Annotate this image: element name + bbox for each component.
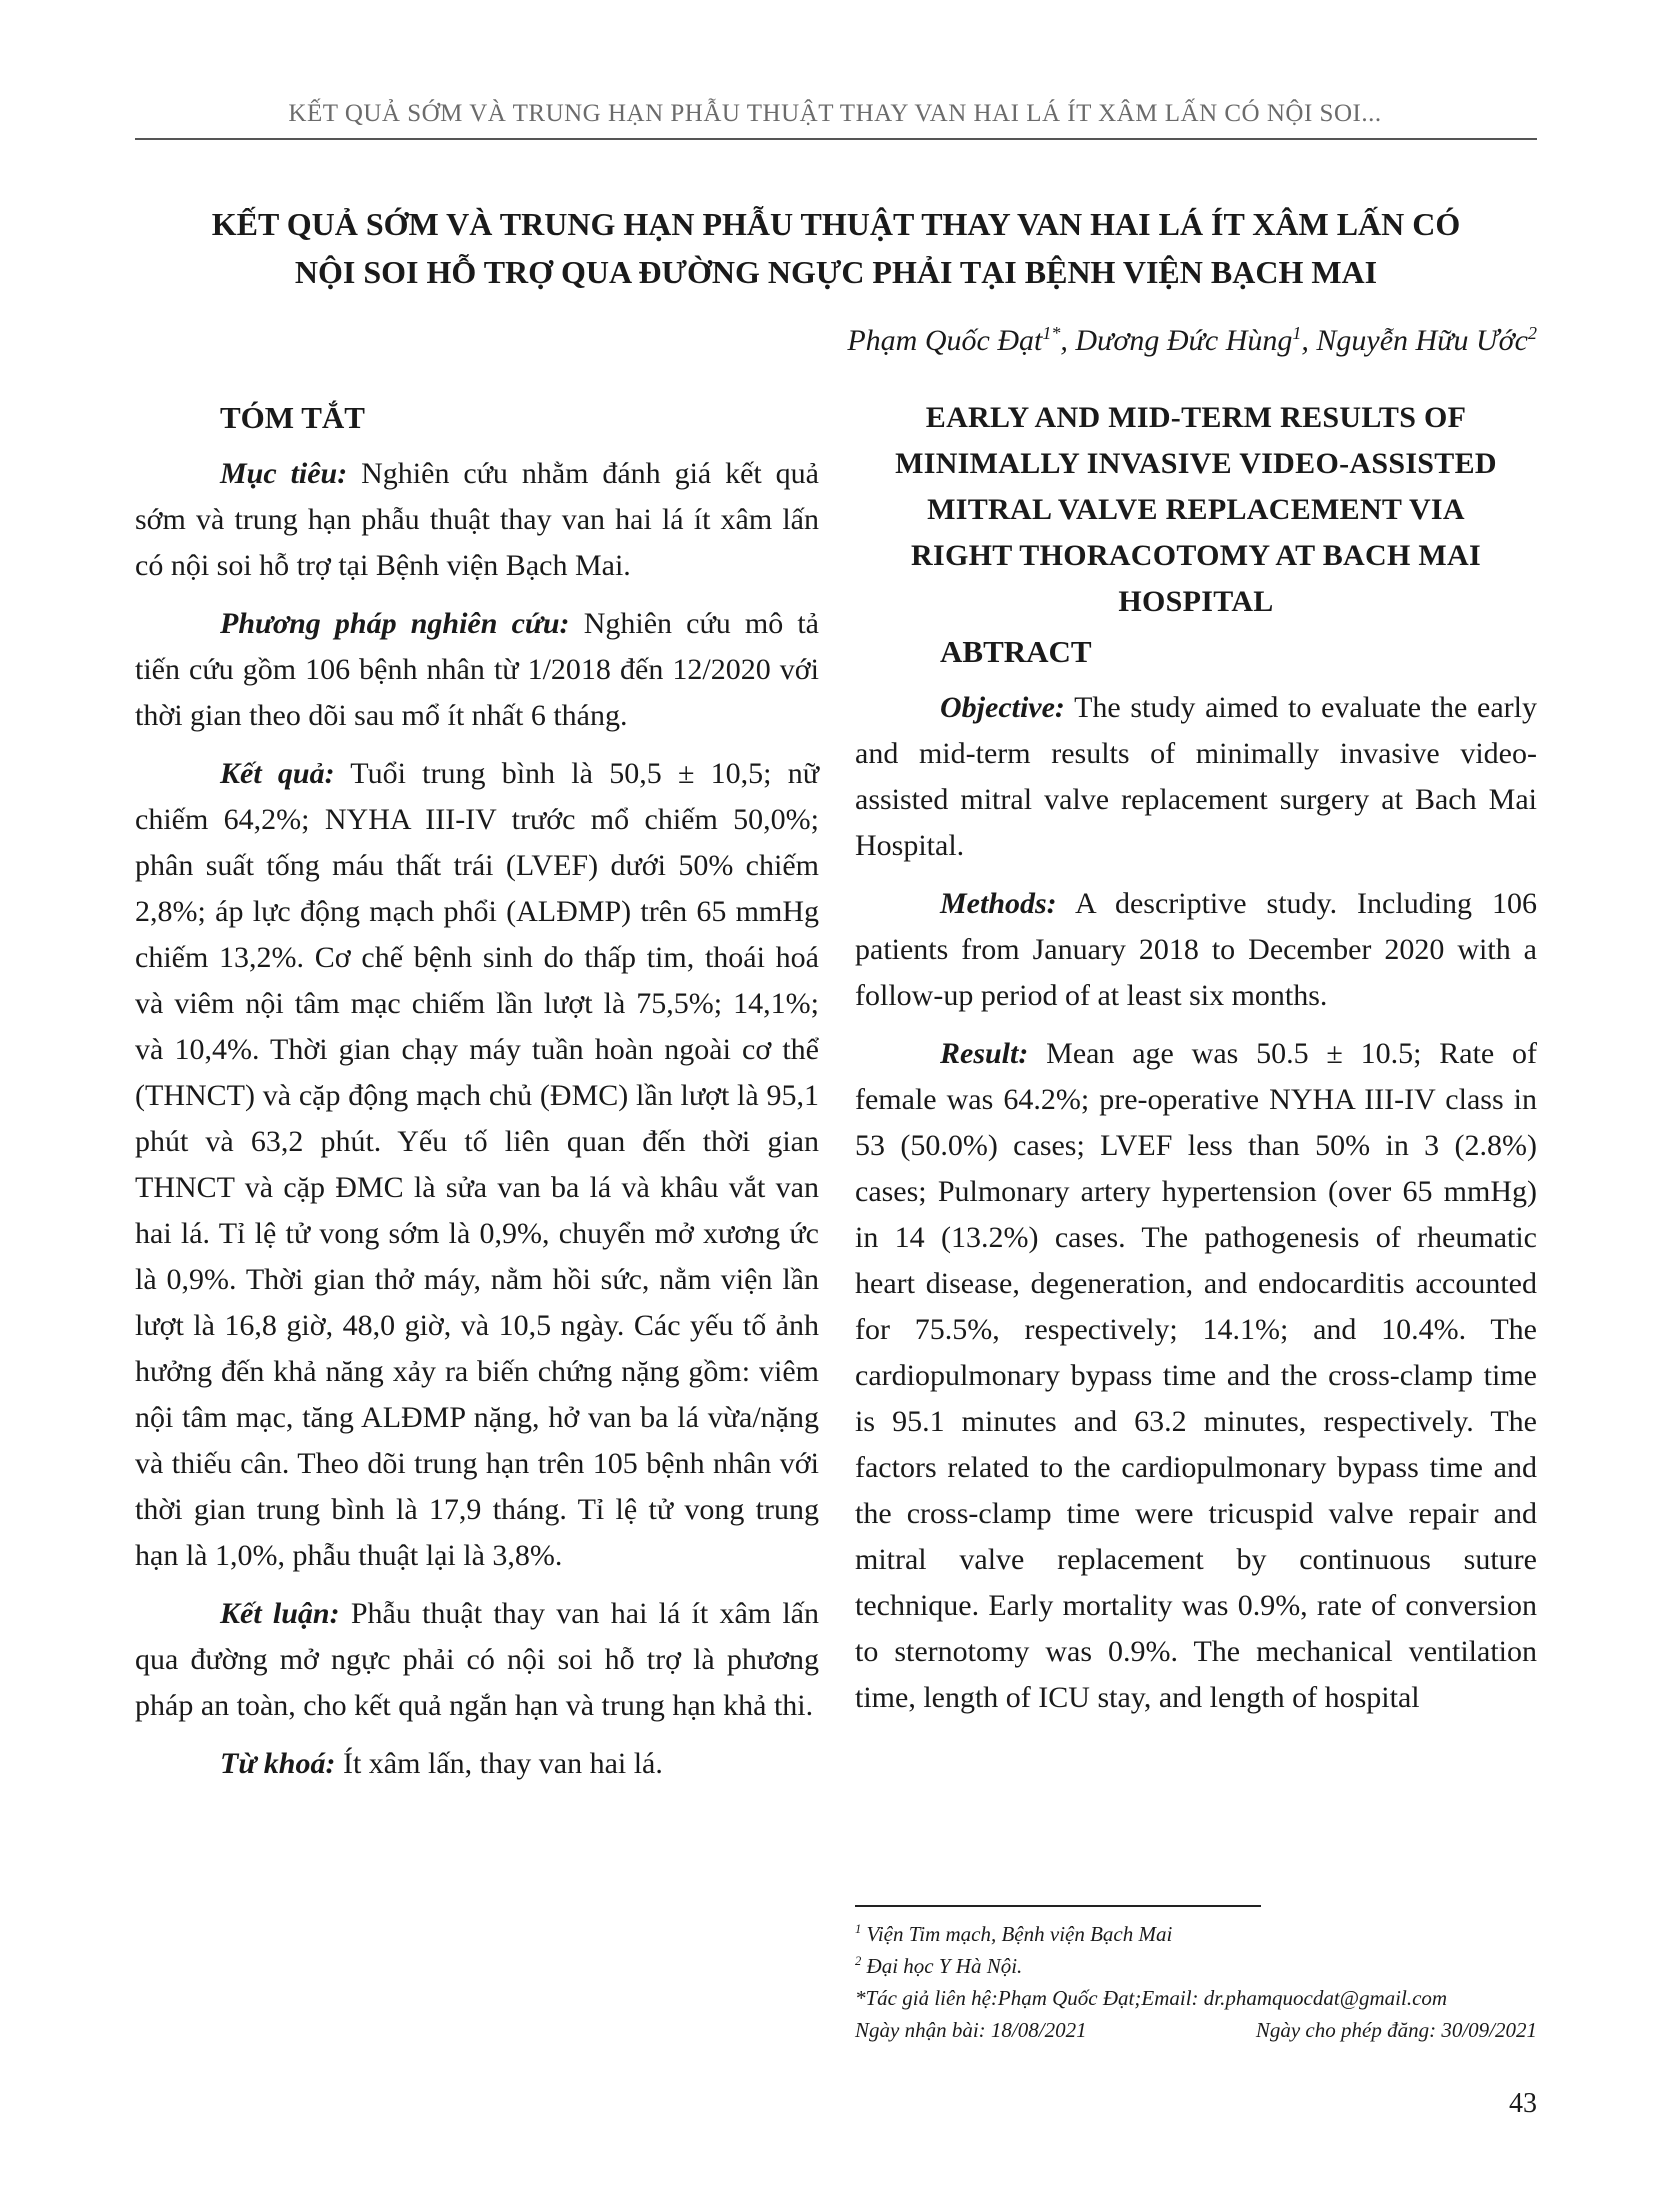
objective-text-en: The study aimed to evaluate the early and mid-term results of minimally invasive video-assisted mitral valve replacement surgery at Bach Mai Hospital. [855, 691, 1537, 862]
methods-text-vi: Nghiên cứu mô tả tiến cứu gồm 106 bệnh nhân từ 1/2018 đến 12/2020 với thời gian theo dõi sau mổ ít nhất 6 tháng. [135, 607, 819, 732]
english-abstract-column [855, 395, 1537, 1733]
vietnamese-abstract-column [135, 395, 819, 1799]
methods-label-en: Methods: [940, 887, 1057, 920]
conclusion-text-vi: Phẫu thuật thay van hai lá ít xâm lấn qua đường mở ngực phải có nội soi hỗ trợ là phương pháp an toàn, cho kết quả ngắn hạn và trung hạn khả thi. [135, 1597, 819, 1722]
received-date: Ngày nhận bài: 18/08/2021 [855, 2018, 1087, 2042]
keywords-paragraph-vi [135, 1741, 819, 1787]
author-2-name: Dương Đức Hùng [1075, 324, 1293, 357]
objective-label-en: Objective: [940, 691, 1065, 724]
footnote-text: Viện Tim mạch, Bệnh viện Bạch Mai [861, 1922, 1173, 1946]
author-list [847, 324, 1537, 358]
english-title-line: RIGHT THORACOTOMY AT BACH MAI [911, 539, 1481, 572]
article-title-line-2: NỘI SOI HỖ TRỢ QUA ĐƯỜNG NGỰC PHẢI TẠI BỆNH VIỆN BẠCH MAI [294, 254, 1378, 290]
results-paragraph-vi [135, 751, 819, 1579]
header-rule [135, 138, 1537, 140]
running-header: KẾT QUẢ SỚM VÀ TRUNG HẠN PHẪU THUẬT THAY VAN HAI LÁ ÍT XÂM LẤN CÓ NỘI SOI... [288, 100, 1382, 127]
methods-paragraph-en [855, 881, 1537, 1019]
abstract-heading-vi: TÓM TẮT [220, 400, 365, 435]
english-title-line: HOSPITAL [1118, 585, 1274, 618]
result-paragraph-en [855, 1031, 1537, 1721]
article-title-line-1: KẾT QUẢ SỚM VÀ TRUNG HẠN PHẪU THUẬT THAY VAN HAI LÁ ÍT XÂM LẤN CÓ [211, 206, 1461, 242]
result-label-en: Result: [940, 1037, 1029, 1070]
results-text-vi: Tuổi trung bình là 50,5 ± 10,5; nữ chiếm 64,2%; NYHA III-IV trước mổ chiếm 50,0%; phân suất tống máu thất trái (LVEF) dưới 50% chiếm 2,8%; áp lực động mạch phổi (ALĐMP) trên 65 mmHg chiếm 13,2%. Cơ chế bệnh sinh do thấp tim, thoái hoá và viêm nội tâm mạc chiếm lần lượt là 75,5%; 14,1%; và 10,4%. Thời gian chạy máy tuần hoàn ngoài cơ thể (THNCT) và cặp động mạch chủ (ĐMC) lần lượt là 95,1 phút và 63,2 phút. Yếu tố liên quan đến thời gian THNCT và cặp ĐMC là sửa van ba lá và khâu vắt van hai lá. Tỉ lệ tử vong sớm là 0,9%, chuyển mở xương ức là 0,9%. Thời gian thở máy, nằm hồi sức, nằm viện lần lượt là 16,8 giờ, 48,0 giờ, và 10,5 ngày. Các yếu tố ảnh hưởng đến khả năng xảy ra biến chứng nặng gồm: viêm nội tâm mạc, tăng ALĐMP nặng, hở van ba lá vừa/nặng và thiếu cân. Theo dõi trung hạn trên 105 bệnh nhân với thời gian trung bình là 17,9 tháng. Tỉ lệ tử vong trung hạn là 1,0%, phẫu thuật lại là 3,8%. [135, 757, 819, 1572]
page-number: 43 [1509, 2088, 1537, 2119]
conclusion-paragraph-vi [135, 1591, 819, 1729]
methods-paragraph-vi [135, 601, 819, 739]
footnote-marker: 1 [855, 1922, 862, 1936]
author-3-name: Nguyễn Hữu Ước [1316, 324, 1528, 357]
footnote-rule [855, 1905, 1261, 1907]
footnote-affiliation-2 [855, 1950, 1545, 1982]
results-label-vi: Kết quả: [220, 757, 335, 790]
keywords-text-vi: Ít xâm lấn, thay van hai lá. [335, 1747, 663, 1780]
objective-text-vi: Nghiên cứu nhằm đánh giá kết quả sớm và trung hạn phẫu thuật thay van hai lá ít xâm lấn có nội soi hỗ trợ tại Bệnh viện Bạch Mai. [135, 457, 819, 582]
author-1-affiliation: 1* [1042, 323, 1061, 343]
footnote-affiliation-1 [855, 1918, 1545, 1950]
article-title [135, 200, 1537, 296]
author-separator: , [1060, 324, 1076, 357]
author-1-name: Phạm Quốc Đạt [847, 324, 1043, 357]
footnote-marker: 2 [855, 1954, 862, 1968]
objective-paragraph-en [855, 685, 1537, 869]
english-title-line: EARLY AND MID-TERM RESULTS OF [925, 401, 1467, 434]
result-text-en: Mean age was 50.5 ± 10.5; Rate of female was 64.2%; pre-operative NYHA III-IV class in 53 (50.0%) cases; LVEF less than 50% in 3 (2.8%) cases; Pulmonary artery hypertension (over 65 mmHg) in 14 (13.2%) cases. The pathogenesis of rheumatic heart disease, degeneration, and endocarditis accounted for 75.5%, respectively; 14.1%; and 10.4%. The cardiopulmonary bypass time and the cross-clamp time is 95.1 minutes and 63.2 minutes, respectively. The factors related to the cardiopulmonary bypass time and the cross-clamp time were tricuspid valve repair and mitral valve replacement by continuous suture technique. Early mortality was 0.9%, rate of conversion to sternotomy was 0.9%. The mechanical ventilation time, length of ICU stay, and length of hospital [855, 1037, 1537, 1714]
objective-label-vi: Mục tiêu: [220, 457, 348, 490]
footnotes [855, 1918, 1545, 2046]
english-title-line: MINIMALLY INVASIVE VIDEO-ASSISTED [895, 447, 1497, 480]
abstract-heading-en: ABTRACT [940, 634, 1092, 669]
conclusion-label-vi: Kết luận: [220, 1597, 340, 1630]
footnote-corresponding-author: *Tác giả liên hệ:Phạm Quốc Đạt;Email: dr.phamquocdat@gmail.com [855, 1986, 1448, 2010]
methods-text-en: A descriptive study. Including 106 patients from January 2018 to December 2020 with a follow-up period of at least six months. [855, 887, 1537, 1012]
author-3-affiliation: 2 [1528, 323, 1537, 343]
accepted-date: Ngày cho phép đăng: 30/09/2021 [1255, 2018, 1537, 2042]
english-title [855, 395, 1537, 625]
author-separator: , [1301, 324, 1317, 357]
objective-paragraph-vi [135, 451, 819, 589]
footnote-text: Đại học Y Hà Nội. [861, 1954, 1023, 1978]
footnote-dates [855, 2014, 1537, 2046]
keywords-label-vi: Từ khoá: [220, 1747, 336, 1780]
methods-label-vi: Phương pháp nghiên cứu: [220, 607, 570, 640]
english-title-line: MITRAL VALVE REPLACEMENT VIA [927, 493, 1465, 526]
author-2-affiliation: 1 [1292, 323, 1302, 343]
